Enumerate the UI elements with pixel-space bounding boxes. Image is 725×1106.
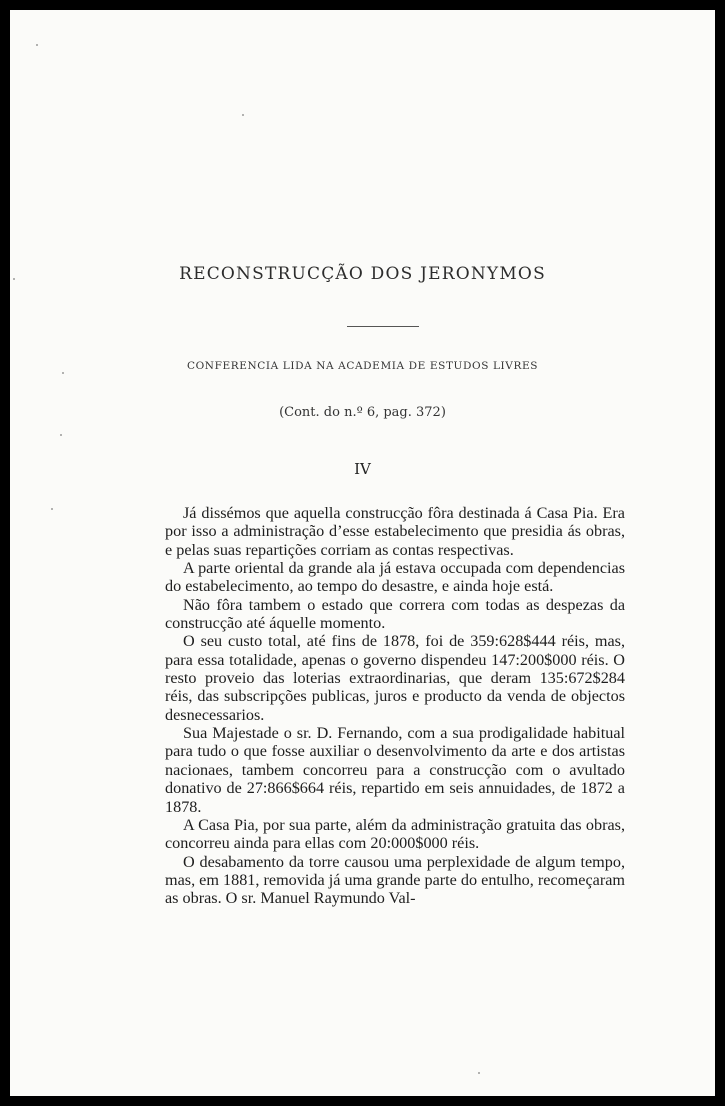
paragraph: Já dissémos que aquella construcção fôra destinada á Casa Pia. Era por isso a administração d’esse estabelecimento que presidia ás obras, e pelas suas repartições corriam as contas respectivas. [165, 504, 625, 559]
article-subtitle: CONFERENCIA LIDA NA ACADEMIA DE ESTUDOS LIVRES [186, 360, 539, 372]
chapter-number: IV [354, 460, 371, 478]
paper-speck [478, 1072, 480, 1074]
continuation-note: (Cont. do n.º 6, pag. 372) [279, 405, 446, 420]
paragraph: A parte oriental da grande ala já estava occupada com dependencias do estabelecimento, ao tempo do desastre, e ainda hoje está. [165, 559, 625, 596]
paper-speck [60, 434, 62, 436]
article-title: RECONSTRUCÇÃO DOS JERONYMOS [179, 264, 546, 284]
title-divider [347, 326, 419, 327]
body-text [165, 504, 625, 908]
paper-speck [51, 508, 53, 510]
paragraph: A Casa Pia, por sua parte, além da administração gratuita das obras, concorreu ainda para ellas com 20:000$000 réis. [165, 815, 625, 853]
paragraph: Sua Majestade o sr. D. Fernando, com a sua prodigalidade habitual para tudo o que fosse auxiliar o desenvolvimento da arte e dos artistas nacionaes, tambem concorreu para a construcção com o avultado donativo de 27:866$664 réis, repartido em seis annuidades, de 1872 a 1878. [165, 724, 625, 816]
paragraph: Não fôra tambem o estado que correra com todas as despezas da construcção até áquelle momento. [165, 595, 625, 633]
paper-speck [36, 44, 38, 46]
paragraph: O desabamento da torre causou uma perplexidade de algum tempo, mas, em 1881, removida já uma grande parte do entulho, recomeçaram as obras. O sr. Manuel Raymundo Val- [165, 852, 625, 908]
paragraph: O seu custo total, até fins de 1878, foi de 359:628$444 réis, mas, para essa totalidade, apenas o governo dispendeu 147:200$000 réis. O resto proveio das loterias extraordinarias, que deram 135:672$284 réis, das subscripções publicas, juros e producto da venda de objectos desnecessarios. [165, 632, 625, 724]
paper-speck [242, 114, 244, 116]
document-page [10, 10, 715, 1096]
paper-speck [62, 372, 64, 374]
